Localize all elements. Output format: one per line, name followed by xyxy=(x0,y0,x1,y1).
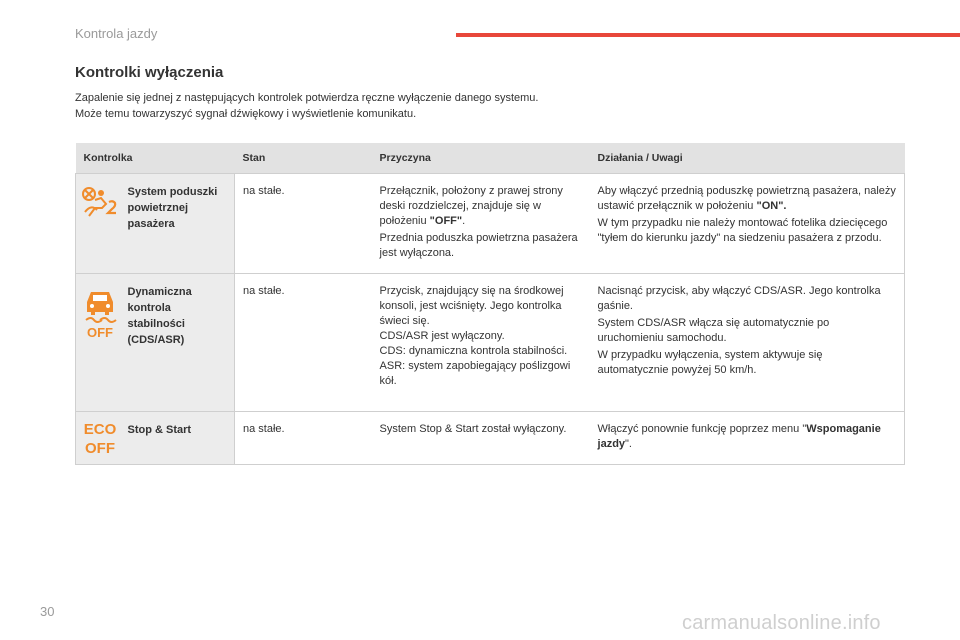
icon-off-label: OFF xyxy=(86,325,113,338)
table-row xyxy=(76,174,905,274)
page-number: 30 xyxy=(40,604,55,619)
row-przyczyna xyxy=(372,412,590,465)
col-header-przyczyna: Przyczyna xyxy=(372,143,590,174)
action-text: Włączyć ponownie funkcję poprzez menu " xyxy=(597,423,807,435)
col-header-stan: Stan xyxy=(235,143,372,174)
stability-control-off-icon xyxy=(76,286,124,338)
action-text: Aby włączyć przednią poduszkę powietrzną pasażera, należy ustawić przełącznik w położeniu xyxy=(597,185,896,212)
cause-text: Przednia poduszka powietrzna pasażera jest wyłączona. xyxy=(379,232,578,259)
action-text: W tym przypadku nie należy montować fotelika dziecięcego "tyłem do kierunku jazdy" na siedzeniu pasażera z przodu. xyxy=(597,217,888,244)
icon-off-label: OFF xyxy=(84,440,115,456)
table-header-row xyxy=(76,143,905,174)
table-row xyxy=(76,412,905,465)
airbag-off-icon xyxy=(76,186,124,220)
row-stan: na stałe. xyxy=(235,274,372,412)
icon-eco-label: ECO xyxy=(83,421,117,438)
cause-emphasis: "OFF" xyxy=(429,215,463,227)
intro-line: Zapalenie się jednej z następujących kontrolek potwierdza ręczne wyłączenie danego systemu. xyxy=(75,92,539,104)
action-text: W przypadku wyłączenia, system aktywuje się automatycznie powyżej 50 km/h. xyxy=(597,349,823,376)
table-row xyxy=(76,274,905,412)
action-emphasis: Wspomaganie jazdy xyxy=(597,423,881,450)
col-header-kontrolka: Kontrolka xyxy=(76,143,235,174)
icon-cell xyxy=(76,174,124,274)
row-przyczyna xyxy=(372,174,590,274)
cause-text: ASR: system zapobiegający poślizgowi kół. xyxy=(379,360,571,387)
cause-text: System Stop & Start został wyłączony. xyxy=(379,423,567,435)
row-dzialania xyxy=(590,174,905,274)
row-dzialania xyxy=(590,274,905,412)
header-accent-bar xyxy=(456,33,960,37)
icon-cell xyxy=(76,412,124,465)
action-text: ". xyxy=(625,438,632,450)
action-text: System CDS/ASR włącza się automatycznie po uruchomieniu samochodu. xyxy=(597,317,830,344)
row-dzialania xyxy=(590,412,905,465)
cause-text: CDS/ASR jest wyłączony. xyxy=(379,330,505,342)
row-przyczyna xyxy=(372,274,590,412)
row-name: Stop & Start xyxy=(124,412,235,465)
action-text: Nacisnąć przycisk, aby włączyć CDS/ASR. Jego kontrolka gaśnie. xyxy=(597,285,881,312)
cause-text: Przełącznik, położony z prawej strony deski rozdzielczej, znajduje się w położeniu xyxy=(379,185,563,227)
eco-off-icon xyxy=(76,418,124,456)
row-stan: na stałe. xyxy=(235,412,372,465)
section-title: Kontrolki wyłączenia xyxy=(75,64,224,81)
col-header-dzialania: Działania / Uwagi xyxy=(590,143,905,174)
action-emphasis: "ON". xyxy=(756,200,787,212)
cause-text: . xyxy=(462,215,466,227)
running-header: Kontrola jazdy xyxy=(75,26,158,41)
warning-lights-table xyxy=(75,143,905,465)
cause-text: CDS: dynamiczna kontrola stabilności. xyxy=(379,345,568,357)
row-name: Dynamiczna kontrola stabilności (CDS/ASR) xyxy=(124,274,235,412)
row-name: System poduszki powietrznej pasażera xyxy=(124,174,235,274)
section-intro xyxy=(75,90,538,122)
cause-text: Przycisk, znajdujący się na środkowej konsoli, jest wciśnięty. Jego kontrolka świeci się. xyxy=(379,285,564,327)
row-stan: na stałe. xyxy=(235,174,372,274)
icon-cell xyxy=(76,274,124,412)
intro-line: Może temu towarzyszyć sygnał dźwiękowy i wyświetlenie komunikatu. xyxy=(75,108,417,120)
watermark: carmanualsonline.info xyxy=(682,612,881,634)
